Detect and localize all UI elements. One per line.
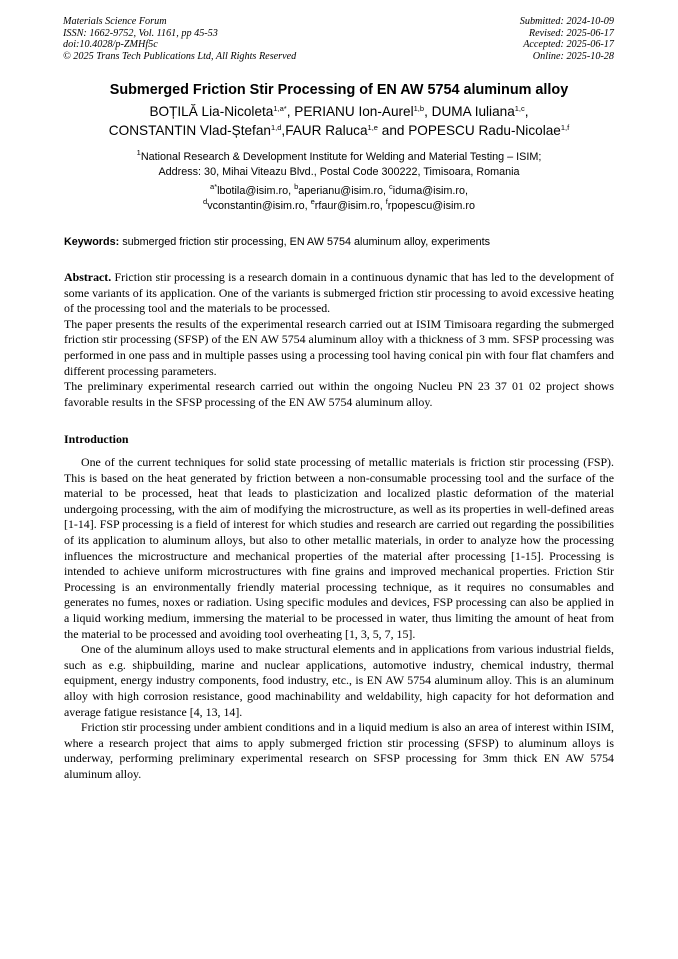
email: $^d$vconstantin@isim.ro,	[203, 197, 311, 212]
abstract-paragraph: Friction stir processing is a research domain in a continuous dynamic that has led to the development of some variants of its application. One of the variants is submerged friction stir processing to avoid excessive heating of the processing tool and the materials to be processed.	[64, 270, 614, 316]
abstract-paragraph: The paper presents the results of the experimental research carried out at ISIM Timisoara regarding the submerged friction stir processing (SFSP) of the EN AW 5754 aluminum alloy with a thickness of 3 mm. SFSP processing was performed in one pass and in multiple passes using a processing tool having conical pin with four flat chamfers and different processing parameters.	[64, 316, 614, 378]
affiliation: $^1$National Research & Development Institute for Welding and Material Testing – ISIM; Address: 30, Mihai Viteazu Blvd., Postal Code 300222, Timisoara, Romania	[40, 150, 638, 180]
paper-title: Submerged Friction Stir Processing of EN AW 5754 aluminum alloy	[109, 82, 569, 98]
abstract-label: Abstract.	[64, 270, 112, 284]
keywords	[64, 235, 624, 249]
journal-name: Materials Science Forum	[63, 16, 167, 27]
email: $^b$aperianu@isim.ro,	[294, 182, 390, 197]
date-online: Online: 2025-10-28	[532, 50, 614, 62]
keywords-label: Keywords:	[64, 236, 120, 248]
affiliation-address: Address: 30, Mihai Viteazu Blvd., Postal Code 300222, Timisoara, Romania	[158, 166, 520, 178]
section-heading-introduction: Introduction	[64, 432, 129, 446]
author-list	[40, 102, 638, 140]
abstract-paragraph: The preliminary experimental research carried out within the ongoing Nucleu PN 23 37 01 02 project shows favorable results in the SFSP processing of the EN AW 5754 aluminum alloy.	[64, 379, 614, 409]
affiliation-institute: National Research & Development Institute for Welding and Material Testing – ISIM;	[140, 151, 542, 163]
body-paragraph: One of the current techniques for solid state processing of metallic materials is friction stir processing (FSP). This is based on the heat generated by friction between a non-consumable processing tool and the surface of the material to be processed, heat that leads to plasticization and localized plastic deformation of the material undergoing processing, with the aim of modifying the microstructure, as well as its properties in well-defined areas [1-14]. FSP processing is a field of interest for which studies and research are carried out regarding the possibilities of its application to aluminum alloys, but also to other metallic materials, in order to analyze how the processing influences the microstructure and mechanical properties of the material after processing [1-15]. Processing is intended to achieve uniform microstructures with fine grains and improved mechanical properties. Friction Stir Processing is an environmentally friendly material processing technique, as it requires no consumables and generates no fumes, noxes or radiation. Using specific modules and devices, FSP processing can also be applied in a liquid working medium, immersing the material to be processed in water, thus limiting the amount of heat from the material to be processed and avoiding tool overheating [1, 3, 5, 7, 15].	[64, 455, 614, 641]
author: PERIANU Ion-Aurel$^{1,b}$,	[294, 104, 432, 119]
author: DUMA Iuliana$^{1,c}$,	[431, 104, 529, 119]
date-accepted: Accepted: 2025-06-17	[523, 39, 614, 51]
journal-copyright: © 2025 Trans Tech Publications Ltd, All Rights Reserved	[63, 50, 297, 62]
abstract	[64, 270, 614, 410]
journal-info	[63, 16, 296, 62]
body-paragraph: Friction stir processing under ambient conditions and in a liquid medium is also an area of interest within ISIM, where a research project that aims to apply submerged friction stir processing (SFSP) to aluminum alloys is underway, performing preliminary experimental research on SFSP processing for 3mm thick EN AW 5754 aluminum alloy.	[64, 720, 614, 781]
author: POPESCU Radu-Nicolae$^{1,f}$	[408, 123, 570, 138]
author: CONSTANTIN Vlad-Ștefan$^{1,d}$,	[108, 123, 286, 138]
email: $^{a*}$lbotila@isim.ro,	[210, 182, 295, 197]
journal-doi: doi:10.4028/p-ZMHf5c	[63, 39, 158, 51]
publication-dates	[520, 16, 614, 62]
email: $^c$iduma@isim.ro,	[389, 182, 468, 197]
author: BOȚILĂ Lia-Nicoleta$^{1,a*}$,	[149, 104, 295, 119]
introduction-section	[64, 455, 614, 782]
body-paragraph: One of the aluminum alloys used to make structural elements and in applications from various industrial fields, such as e.g. shipbuilding, marine and nuclear applications, automotive industry, chemical industry, thermal equipment, energy industry components, food industry, etc., is EN AW 5754 aluminum alloy. This is an aluminum alloy with high corrosion resistance, good machinability and weldability, high capacity for hot deformation and average fatigue resistance [4, 13, 14].	[64, 642, 614, 719]
keywords-text: submerged friction stir processing, EN AW 5754 aluminum alloy, experiments	[119, 236, 491, 248]
author: FAUR Raluca$^{1,e}$ and	[285, 123, 409, 138]
email: $^f$rpopescu@isim.ro	[385, 197, 475, 212]
journal-issn: ISSN: 1662-9752, Vol. 1161, pp 45-53	[63, 27, 218, 39]
author-emails	[40, 184, 638, 214]
date-revised: Revised: 2025-06-17	[528, 27, 614, 39]
date-submitted: Submitted: 2024-10-09	[519, 16, 614, 27]
email: $^e$rfaur@isim.ro,	[310, 197, 386, 212]
